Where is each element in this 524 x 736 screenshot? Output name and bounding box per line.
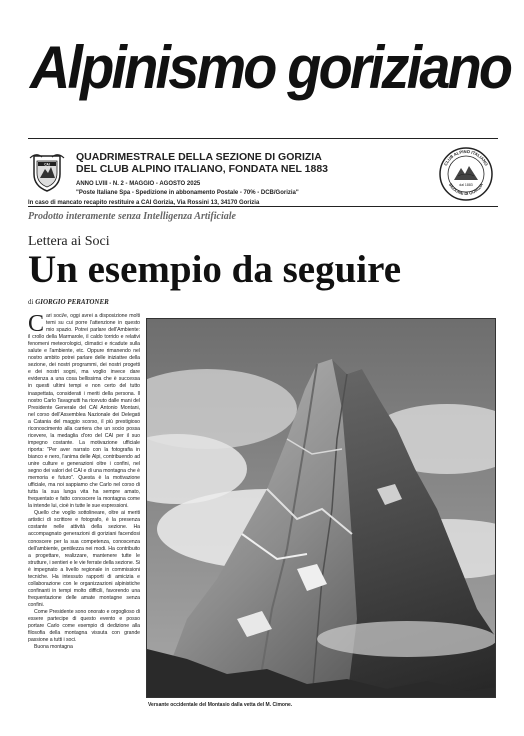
section-label: Lettera ai Soci bbox=[28, 234, 110, 249]
header-rule bbox=[28, 206, 498, 207]
article-paragraph-3: Come Presidente sono onorato e orgoglioso di essere partecipe di questo evento e posso portare Carlo come esempio di dedizione alla filosofia della montagna vissuta con grande passione a tutti i soci. bbox=[28, 608, 140, 644]
issue-info: ANNO LVIII - N. 2 - MAGGIO - AGOSTO 2025 bbox=[76, 181, 201, 187]
svg-text:dal 1883: dal 1883 bbox=[459, 183, 473, 187]
svg-text:CAI: CAI bbox=[44, 162, 50, 167]
mountain-photo bbox=[146, 318, 496, 698]
article-paragraph-1 bbox=[28, 313, 140, 510]
article-paragraph-2: Quello che voglio sottolineare, oltre ai meriti artistici di scrittore e fotografo, è la presenza costante nelle attività della sezione. Ha accompagnato generazioni di goriziani facendosi conoscere per la sua competenza, conoscenza dell'ambiente, gentilezza nei modi. Ha contribuito a progettare, realizzare, mantenere tutte le strutture, i sentieri e le vie ferrate della sezione. Si è impegnato a livello regionale in commissioni tecniche. Ha intessuto rapporti di amicizia e collaborazione con le organizzazioni alpinistiche confinanti in tempi molto difficili, favorendo una frequentazione delle amate montagne senza confini. bbox=[28, 510, 140, 608]
article-closing: Buona montagna bbox=[34, 644, 73, 651]
header-line-1: QUADRIMESTRALE DELLA SEZIONE DI GORIZIA bbox=[76, 151, 322, 163]
header-line-2: DEL CLUB ALPINO ITALIANO, FONDATA NEL 1883 bbox=[76, 163, 329, 175]
dropcap: C bbox=[28, 311, 44, 337]
byline-prefix: di bbox=[28, 298, 34, 306]
cai-logo-icon bbox=[28, 152, 66, 192]
paragraph-1-text: ari soci/e, oggi avrei a disposizione molti temi su cui porre l'attenzione in questo mio spazio. Potrei parlare dell'Ambiente: il crollo della Marmarole, il caldo torrido e relativi fenomeni meteorologici, climatici e ricadute sulla salute e l'ambiente, etc. Oppure rimanendo nel nostro ambito potrei parlare delle iniziative della sezione, dei nostri programmi, dei nostri progetti e dei nostri sogni, ma voglio invece dare evidenza a una cosa bellissima che è successa in questi ultimi tempi e non certo del tutto inaspettata, considerati i meriti della persona. Il nostro Carlo Tavagnutti ha ricevuto dalle mani del Presidente Generale del CAI Antonio Montani, nel corso dell'Assemblea Nazionale dei Delegati a Catania del maggio scorso, il più prestigioso riconoscimento alla carriera che un socio possa ricevere, la medaglia d'oro del CAI per il suo impegno costante. La motivazione ufficiale riporta: "Per aver narrato con la fotografia in bianco e nero, l'anima delle Alpi, contribuendo ad unire culture e generazioni oltre i confini, nel segno dei valori del CAI e di una montagna che è memoria e futuro". Questa è la motivazione ufficiale, ma noi sappiamo che Carlo nel corso di tutta la sua lunga vita ha sempre amato, frequentato e fatto conoscere la montagna come la intende lui, cioè in tutte le sue espressioni. bbox=[28, 313, 140, 510]
article-headline: Un esempio da seguire bbox=[28, 248, 402, 291]
masthead-title: Alpinismo goriziano bbox=[30, 34, 511, 101]
tagline: Prodotto interamente senza Intelligenza Artificiale bbox=[28, 211, 236, 222]
author-name: GIORGIO PERATONER bbox=[35, 298, 109, 306]
sezione-gorizia-seal-icon bbox=[438, 146, 494, 202]
masthead-rule bbox=[28, 138, 498, 139]
byline bbox=[28, 298, 109, 306]
svg-text:CLUB ALPINO ITALIANO: CLUB ALPINO ITALIANO bbox=[442, 148, 490, 167]
postal-info: "Poste Italiane Spa - Spedizione in abbonamento Postale - 70% - DCB/Gorizia" bbox=[76, 190, 299, 196]
article-body bbox=[28, 313, 140, 651]
svg-text:SEZIONE DI GORIZIA: SEZIONE DI GORIZIA bbox=[447, 182, 485, 197]
return-address: In caso di mancato recapito restituire a CAI Gorizia, Via Rossini 13, 34170 Gorizia bbox=[28, 200, 260, 206]
photo-caption: Versante occidentale del Montasio dalla vetta del M. Cimone. bbox=[148, 702, 293, 708]
